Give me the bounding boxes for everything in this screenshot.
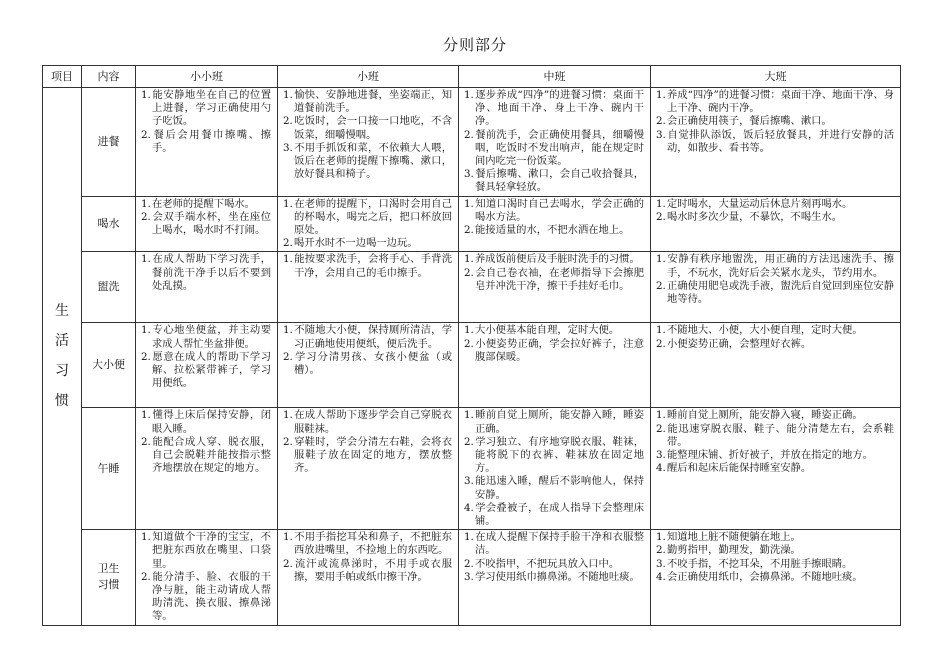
- item-number: 4.: [464, 501, 474, 514]
- list-item: [141, 571, 271, 624]
- table-row: [43, 252, 901, 323]
- item-number: 1.: [141, 531, 151, 544]
- item-number: 1.: [656, 531, 666, 544]
- item-text: 不随地大、小便，大小便自理，定时大便。: [667, 324, 863, 337]
- item-text: 不咬手指，不挖耳朵，不用脏手擦眼睛。: [667, 557, 853, 570]
- item-list: [136, 252, 277, 294]
- item-number: 1.: [656, 253, 666, 266]
- list-item: [283, 351, 452, 377]
- item-text: 穿鞋时，学会分清左右鞋，会将衣服鞋子放在固定的地方，摆放整齐。: [294, 435, 452, 475]
- item-number: 1.: [464, 409, 474, 422]
- topic-label: 喝水: [97, 217, 120, 231]
- item-number: 3.: [464, 168, 474, 181]
- item-number: 1.: [283, 409, 293, 422]
- item-text: 能按要求洗手，会将手心、手背洗干净，会用自己的毛巾擦手。: [294, 253, 452, 279]
- list-item: [283, 324, 452, 350]
- habits-table: [42, 65, 901, 626]
- list-item: [464, 571, 644, 584]
- list-item: [656, 129, 894, 155]
- item-number: 2.: [464, 128, 474, 141]
- content-cell: [459, 252, 651, 323]
- item-list: [136, 530, 277, 624]
- item-list: [651, 408, 900, 476]
- item-list: [459, 197, 650, 239]
- item-text: 养成“四净”的进餐习惯：桌面干净、地面干净、身上干净、碗内干净。: [667, 89, 894, 115]
- list-item: [464, 89, 644, 129]
- item-text: 在成人帮助下逐步学会自己穿脱衣服鞋袜。: [294, 409, 452, 435]
- item-number: 1.: [141, 253, 151, 266]
- topic-cell: [82, 196, 136, 252]
- item-text: 能分清手、脸、衣服的干净与脏，能主动请成人帮助清洗、换衣服、擦鼻涕等。: [152, 570, 271, 623]
- item-text: 能接适量的水，不把水洒在地上。: [475, 224, 630, 237]
- item-text: 会双手端水杯，坐在座位上喝水，喝水时不打闹。: [152, 210, 271, 237]
- item-number: 1.: [141, 197, 151, 210]
- list-item: [283, 436, 452, 476]
- item-text: 能迅速穿脱衣服、鞋子、能分清楚左右，会系鞋带。: [667, 422, 894, 448]
- item-list: [651, 252, 900, 307]
- content-cell: [278, 323, 459, 408]
- item-number: 2.: [141, 435, 151, 448]
- list-item: [656, 211, 894, 224]
- item-list: [136, 408, 277, 476]
- item-list: [651, 530, 900, 585]
- item-list: [278, 88, 458, 182]
- content-cell: [459, 196, 651, 252]
- list-item: [141, 436, 271, 476]
- item-number: 1.: [141, 409, 151, 422]
- list-item: [141, 253, 271, 293]
- list-item: [464, 129, 644, 169]
- topic-label: 习惯: [97, 578, 120, 592]
- item-text: 不随地大小便，保持厕所清洁，学习正确地使用便纸，便后洗手。: [294, 324, 452, 350]
- category-char: 习: [55, 363, 69, 380]
- list-item: [656, 423, 894, 449]
- item-number: 1.: [283, 197, 293, 210]
- item-text: 养成饭前便后及手脏时洗手的习惯。: [475, 253, 640, 266]
- list-item: [141, 324, 271, 350]
- item-text: 安静有秩序地盥洗，用正确的方法迅速洗手、擦手，不玩水，洗好后会关紧水龙头，节约用水。: [667, 253, 894, 279]
- item-text: 自觉排队添饭，饭后轻放餐具，并进行安静的活动，如散步、看书等。: [667, 128, 894, 154]
- content-cell: [459, 323, 651, 408]
- content-cell: [278, 252, 459, 323]
- list-item: [656, 253, 894, 279]
- list-item: [464, 502, 644, 528]
- item-number: 3.: [464, 475, 474, 488]
- item-number: 1.: [656, 324, 666, 337]
- list-item: [656, 531, 894, 544]
- item-list: [278, 530, 458, 585]
- content-cell: [651, 408, 901, 530]
- content-cell: [136, 408, 278, 530]
- topic-cell: [82, 323, 136, 408]
- item-number: 2.: [464, 557, 474, 570]
- list-item: [283, 409, 452, 435]
- item-text: 会正确使用筷子，餐后擦嘴、漱口。: [667, 115, 832, 128]
- item-number: 2.: [464, 435, 474, 448]
- list-item: [283, 253, 452, 279]
- content-cell: [651, 323, 901, 408]
- item-number: 2.: [283, 435, 293, 448]
- content-cell: [278, 196, 459, 252]
- item-number: 3.: [464, 570, 474, 583]
- item-list: [651, 197, 900, 225]
- item-number: 1.: [464, 197, 474, 210]
- item-text: 流汗或流鼻涕时，不用手或衣服擦，要用手帕或纸巾擦干净。: [294, 557, 452, 583]
- table-row: [43, 530, 901, 625]
- content-cell: [136, 323, 278, 408]
- item-number: 2.: [141, 210, 151, 223]
- item-text: 不用手指挖耳朵和鼻子，不把脏东西放进嘴里，不捡地上的东西吃。: [294, 531, 452, 557]
- content-cell: [651, 196, 901, 252]
- header-project: 项目: [43, 66, 82, 88]
- item-number: 1.: [141, 324, 151, 337]
- list-item: [141, 351, 271, 391]
- item-list: [459, 530, 650, 585]
- item-number: 2.: [464, 337, 474, 350]
- item-list: [459, 252, 650, 294]
- item-text: 会正确使用纸巾，会擤鼻涕。不随地吐痰。: [667, 570, 863, 583]
- table-body: [43, 88, 901, 626]
- list-item: [464, 253, 644, 266]
- item-number: 2.: [656, 544, 666, 557]
- item-text: 餐后擦嘴、漱口，会自己收拾餐具，餐具轻拿轻放。: [475, 168, 644, 194]
- list-item: [141, 409, 271, 435]
- content-cell: [136, 88, 278, 197]
- list-item: [283, 89, 452, 115]
- item-list: [278, 323, 458, 378]
- item-number: 1.: [283, 89, 293, 101]
- item-list: [136, 197, 277, 239]
- item-number: 2.: [656, 210, 666, 223]
- list-item: [283, 558, 452, 584]
- topic-cell: [82, 88, 136, 197]
- item-text: 愉快、安静地进餐，坐姿端正，知道餐前洗手。: [294, 89, 452, 115]
- content-cell: [136, 196, 278, 252]
- list-item: [283, 115, 452, 141]
- item-text: 在成人帮助下学习洗手，餐前洗干净手以后不要到处乱摸。: [152, 253, 271, 292]
- topic-label: 卫生: [97, 562, 120, 576]
- list-item: [656, 280, 894, 306]
- item-list: [651, 323, 900, 351]
- item-number: 2.: [283, 350, 293, 363]
- item-text: 餐前洗手，会正确使用餐具，细嚼慢咽，吃饭时不发出响声，能在规定时间内吃完一份饭菜。: [475, 128, 644, 168]
- item-number: 2.: [464, 266, 474, 279]
- item-text: 醒后和起床后能保持睡室安静。: [667, 462, 812, 475]
- header-content: 内容: [82, 66, 136, 88]
- item-number: 1.: [656, 409, 666, 422]
- list-item: [464, 324, 644, 337]
- page-title: 分则部分: [442, 36, 507, 54]
- item-number: 1.: [464, 89, 474, 101]
- item-text: 勤剪指甲，勤理发，勤洗澡。: [667, 544, 801, 557]
- topic-cell: [82, 530, 136, 625]
- list-item: [464, 267, 644, 293]
- item-number: 2.: [283, 557, 293, 570]
- list-item: [283, 198, 452, 238]
- item-number: 1.: [283, 531, 293, 544]
- item-number: 1.: [283, 253, 293, 266]
- item-text: 睡前自觉上厕所，能安静入睡，睡姿正确。: [475, 409, 644, 435]
- item-number: 3.: [656, 128, 666, 141]
- item-text: 能整理床铺、折好被子，并放在指定的地方。: [667, 449, 873, 462]
- list-item: [141, 531, 271, 571]
- item-number: 2.: [141, 350, 151, 363]
- item-number: 1.: [283, 324, 293, 337]
- list-item: [656, 338, 894, 351]
- topic-label: 进餐: [97, 134, 120, 148]
- item-list: [459, 323, 650, 365]
- table-row: [43, 88, 901, 197]
- item-text: 不咬指甲，不把玩具放入口中。: [475, 557, 620, 570]
- item-text: 小便姿势正确，会整理好衣裤。: [667, 337, 812, 350]
- item-number: 2.: [656, 422, 666, 435]
- item-text: 能安静地坐在自己的位置上进餐，学习正确使用勺子吃饭。: [152, 89, 271, 128]
- item-text: 能迅速入睡，醒后不影响他人，保持安静。: [475, 475, 644, 501]
- list-item: [141, 129, 271, 155]
- item-text: 知道做个干净的宝宝，不把脏东西放在嘴里、口袋里。: [152, 531, 271, 570]
- list-item: [656, 449, 894, 462]
- item-text: 大小便基本能自理，定时大便。: [475, 324, 620, 337]
- list-item: [464, 338, 644, 364]
- item-number: 2.: [283, 115, 293, 128]
- list-item: [656, 571, 894, 584]
- item-text: 不用手抓饭和菜，不依赖大人喂，饭后在老师的提醒下擦嘴、漱口，放好餐具和椅子。: [294, 141, 452, 181]
- item-number: 1.: [464, 324, 474, 337]
- item-number: 3.: [283, 141, 293, 154]
- item-list: [278, 252, 458, 280]
- item-number: 3.: [656, 449, 666, 462]
- list-item: [656, 198, 894, 211]
- item-text: 学习分清男孩、女孩小便盆（或槽）。: [294, 350, 452, 377]
- item-list: [459, 408, 650, 529]
- item-list: [136, 323, 277, 391]
- item-text: 学会叠被子，在成人指导下会整理床铺。: [475, 501, 644, 528]
- list-item: [464, 409, 644, 435]
- item-number: 1.: [464, 253, 474, 266]
- topic-cell: [82, 408, 136, 530]
- item-list: [136, 88, 277, 156]
- item-text: 餐后会用餐巾擦嘴、擦手。: [152, 128, 271, 154]
- item-text: 在成人提醒下保持手脸干净和衣服整洁。: [475, 531, 644, 557]
- item-text: 能配合成人穿、脱衣服，自己会脱鞋并能按指示整齐地摆放在规定的地方。: [152, 435, 271, 475]
- item-number: 1.: [656, 197, 666, 210]
- item-number: 2.: [141, 128, 151, 141]
- content-cell: [651, 252, 901, 323]
- item-text: 喝水时多次少量，不暴饮，不喝生水。: [667, 210, 843, 223]
- item-text: 定时喝水，大量运动后休息片刻再喝水。: [667, 197, 853, 210]
- content-cell: [136, 530, 278, 625]
- list-item: [656, 462, 894, 475]
- topic-label: 大小便: [92, 358, 125, 372]
- list-item: [656, 544, 894, 557]
- item-number: 3.: [656, 557, 666, 570]
- item-number: 2.: [656, 337, 666, 350]
- header-level-1: 小小班: [136, 66, 278, 88]
- list-item: [141, 198, 271, 211]
- item-text: 吃饭时，会一口接一口地吃，不含饭菜，细嚼慢咽。: [294, 115, 452, 141]
- category-char: 活: [55, 333, 69, 350]
- item-list: [459, 88, 650, 196]
- item-text: 知道地上脏不随便躺在地上。: [667, 531, 801, 544]
- list-item: [464, 475, 644, 501]
- list-item: [464, 168, 644, 194]
- list-item: [283, 142, 452, 182]
- list-item: [464, 224, 644, 237]
- topic-label: 盥洗: [97, 280, 120, 294]
- item-text: 睡前自觉上厕所，能安静入寝，睡姿正确。: [667, 409, 863, 422]
- category-cell: [43, 88, 82, 626]
- category-char: 惯: [55, 393, 69, 410]
- table-row: [43, 196, 901, 252]
- content-cell: [136, 252, 278, 323]
- item-number: 4.: [656, 570, 666, 583]
- item-number: 1.: [464, 531, 474, 544]
- item-text: 逐步养成“四净”的进餐习惯：桌面干净、地面干净、身上干净、碗内干净。: [475, 89, 644, 128]
- item-number: 1.: [141, 89, 151, 101]
- item-number: 2.: [656, 279, 666, 292]
- content-cell: [278, 408, 459, 530]
- item-text: 小便姿势正确，学会拉好裤子，注意腹部保暖。: [475, 337, 644, 363]
- content-cell: [459, 408, 651, 530]
- item-text: 懂得上床后保持安静，闭眼入睡。: [152, 409, 271, 435]
- item-number: 2.: [656, 115, 666, 128]
- item-text: 在老师的提醒下，口渴时会用自己的杯喝水，喝完之后，把口杯放回原处。: [294, 197, 452, 237]
- list-item: [283, 531, 452, 557]
- item-number: 1.: [656, 89, 666, 101]
- header-level-3: 中班: [459, 66, 651, 88]
- list-item: [656, 89, 894, 115]
- item-text: 喝开水时不一边喝一边玩。: [294, 237, 418, 250]
- item-text: 专心地坐便盆，并主动要求成人帮忙坐盆排便。: [152, 324, 271, 350]
- category-char: 生: [55, 303, 69, 320]
- list-item: [656, 324, 894, 337]
- table-row: [43, 323, 901, 408]
- content-cell: [459, 88, 651, 197]
- topic-cell: [82, 252, 136, 323]
- content-cell: [278, 88, 459, 197]
- table-header-row: [43, 66, 901, 88]
- list-item: [141, 211, 271, 237]
- topic-label: 午睡: [97, 461, 120, 475]
- list-item: [464, 198, 644, 224]
- content-cell: [651, 88, 901, 197]
- content-cell: [459, 530, 651, 625]
- item-list: [278, 197, 458, 252]
- list-item: [464, 558, 644, 571]
- item-number: 4.: [656, 462, 666, 475]
- item-text: 正确使用肥皂或洗手液，盥洗后自觉回到座位安静地等待。: [667, 279, 894, 306]
- item-number: 2.: [141, 570, 151, 583]
- list-item: [464, 531, 644, 557]
- item-text: 知道口渴时自己去喝水，学会正确的喝水方法。: [475, 197, 644, 223]
- content-cell: [651, 530, 901, 625]
- item-text: 学习独立、有序地穿脱衣服、鞋袜，能将脱下的衣裤、鞋袜放在固定地方。: [475, 435, 644, 475]
- list-item: [656, 409, 894, 422]
- item-list: [278, 408, 458, 476]
- item-text: 在老师的提醒下喝水。: [152, 197, 255, 210]
- content-cell: [278, 530, 459, 625]
- list-item: [656, 558, 894, 571]
- item-number: 2.: [464, 224, 474, 237]
- item-text: 学习使用纸巾擤鼻涕。不随地吐痰。: [475, 570, 640, 583]
- item-list: [651, 88, 900, 156]
- list-item: [656, 115, 894, 128]
- header-level-4: 大班: [651, 66, 901, 88]
- header-level-2: 小班: [278, 66, 459, 88]
- item-text: 会自己卷衣袖，在老师指导下会擦肥皂并冲洗干净，擦干手挂好毛巾。: [475, 266, 644, 292]
- item-text: 愿意在成人的帮助下学习解、拉松紧带裤子，学习用便纸。: [152, 350, 271, 390]
- list-item: [141, 89, 271, 129]
- list-item: [283, 237, 452, 250]
- table-row: [43, 408, 901, 530]
- list-item: [464, 436, 644, 476]
- item-number: 2.: [283, 237, 293, 250]
